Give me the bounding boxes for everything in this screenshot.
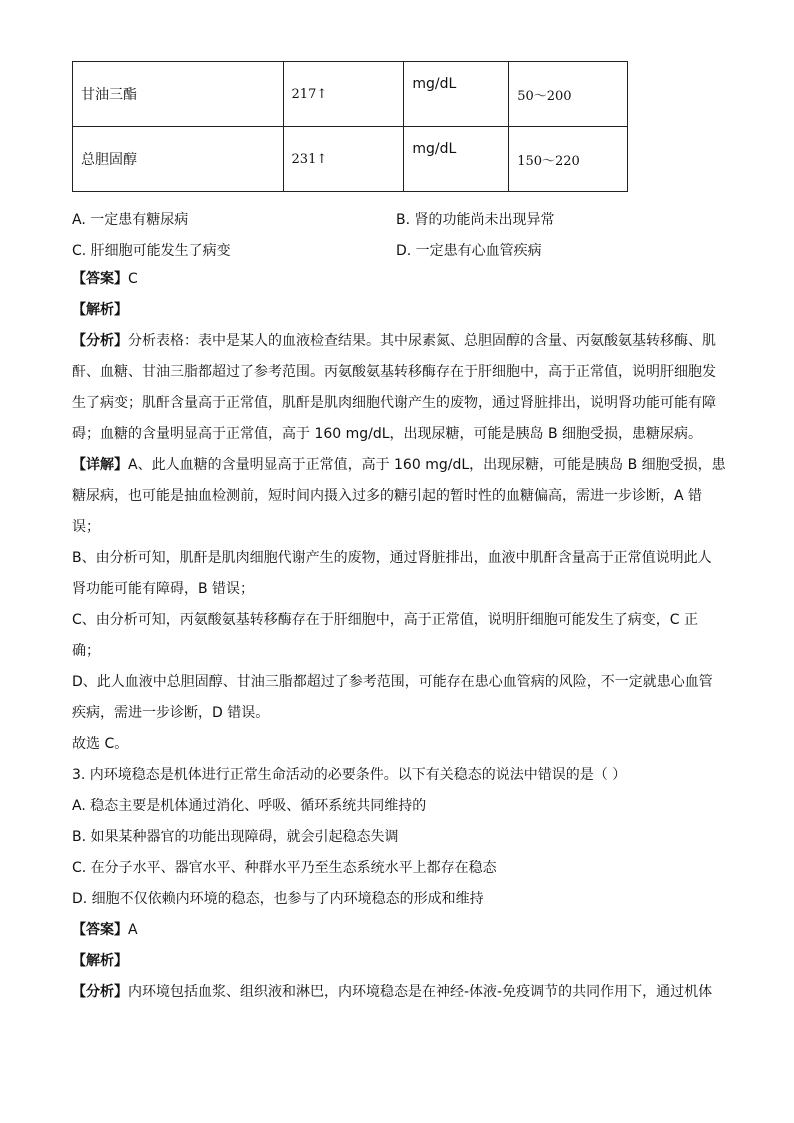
line-text: C、由分析可知，丙氨酸氨基转移酶存在于肝细胞中，高于正常值，说明肝细胞可能发生了病变，C 正 xyxy=(72,612,698,628)
test-value: 231↑ xyxy=(283,127,404,192)
line-text: 酐、血糖、甘油三脂都超过了参考范围。丙氨酸氨基转移酶存在于肝细胞中，高于正常值，说明肝细胞发 xyxy=(72,364,716,380)
line-text: 故选 C。 xyxy=(72,736,129,752)
solution-body xyxy=(72,264,726,1008)
answer-tag: 【答案】 xyxy=(72,922,128,938)
text-line xyxy=(72,388,722,419)
test-unit: mg/dL xyxy=(404,127,509,192)
line-text: 生了病变；肌酐含量高于正常值，肌酐是肌肉细胞代谢产生的废物，通过肾脏排出，说明肾功能可能有障 xyxy=(72,395,716,411)
text-line xyxy=(72,450,726,481)
line-text: 糖尿病，也可能是抽血检测前，短时间内摄入过多的糖引起的暂时性的血糖偏高，需进一步诊断，A 错 xyxy=(72,488,703,504)
test-name: 总胆固醇 xyxy=(73,127,284,192)
q3-option-b: B. 如果某种器官的功能出现障碍，就会引起稳态失调 xyxy=(72,829,399,845)
q3-option-a: A. 稳态主要是机体通过消化、呼吸、循环系统共同维持的 xyxy=(72,798,427,814)
analysis-heading xyxy=(72,946,722,977)
option-a: A. 一定患有糖尿病 xyxy=(72,211,189,228)
option-b: B. 肾的功能尚未出现异常 xyxy=(396,211,555,228)
test-value: 217↑ xyxy=(283,62,404,127)
line-text: 分析表格：表中是某人的血液检查结果。其中尿素氮、总胆固醇的含量、丙氨酸氨基转移酶、肌 xyxy=(128,333,716,349)
answer-line xyxy=(72,915,722,946)
line-text: 疾病，需进一步诊断，D 错误。 xyxy=(72,705,270,721)
test-range: 50～200 xyxy=(509,62,628,127)
line-text: 肾功能可能有障碍，B 错误； xyxy=(72,581,255,597)
line-text: 确； xyxy=(72,643,100,659)
line-text: 误； xyxy=(72,519,100,535)
line-text: 碍；血糖的含量明显高于正常值，高于 160 mg/dL，出现尿糖，可能是胰岛 B 细胞受损，患糖尿病。 xyxy=(72,426,703,442)
test-unit: mg/dL xyxy=(404,62,509,127)
q2-options xyxy=(72,203,732,265)
answer-value: C xyxy=(128,271,138,287)
section-tag: 【分析】 xyxy=(72,333,128,349)
line-text: A、此人血糖的含量明显高于正常值，高于 160 mg/dL，出现尿糖，可能是胰岛 B 细胞受损，患 xyxy=(128,457,726,473)
text-line xyxy=(72,419,722,450)
text-line xyxy=(72,698,722,729)
option-d: D. 一定患有心血管疾病 xyxy=(396,242,542,259)
text-line xyxy=(72,667,722,698)
q3-option-c: C. 在分子水平、器官水平、种群水平乃至生态系统水平上都存在稳态 xyxy=(72,860,497,876)
analysis-tag: 【解析】 xyxy=(72,302,128,318)
line-text: 内环境包括血浆、组织液和淋巴，内环境稳态是在神经-体液-免疫调节的共同作用下，通过机体 xyxy=(128,984,713,1000)
text-line xyxy=(72,729,722,760)
section-tag: 【分析】 xyxy=(72,984,128,1000)
text-line xyxy=(72,481,722,512)
answer-tag: 【答案】 xyxy=(72,271,128,287)
table-row xyxy=(73,62,628,127)
options-row xyxy=(72,203,732,234)
analysis-tag: 【解析】 xyxy=(72,953,128,969)
test-name: 甘油三酯 xyxy=(73,62,284,127)
answer-line xyxy=(72,264,722,295)
question-stem: 3. 内环境稳态是机体进行正常生命活动的必要条件。以下有关稳态的说法中错误的是（ ） xyxy=(72,767,627,783)
text-line xyxy=(72,977,722,1008)
text-line xyxy=(72,636,722,667)
answer-value: A xyxy=(128,922,138,938)
q3-option-d: D. 细胞不仅依赖内环境的稳态，也参与了内环境稳态的形成和维持 xyxy=(72,891,484,907)
analysis-heading xyxy=(72,295,722,326)
line-text: D、此人血液中总胆固醇、甘油三脂都超过了参考范围，可能存在患心血管病的风险，不一定就患心血管 xyxy=(72,674,713,690)
option-c: C. 肝细胞可能发生了病变 xyxy=(72,242,231,259)
section-tag: 【详解】 xyxy=(72,457,128,473)
options-row xyxy=(72,234,732,265)
text-line xyxy=(72,512,722,543)
blood-test-table xyxy=(72,61,628,192)
text-line xyxy=(72,543,722,574)
text-line xyxy=(72,605,722,636)
text-line xyxy=(72,574,722,605)
text-line xyxy=(72,357,722,388)
table-row xyxy=(73,127,628,192)
line-text: B、由分析可知，肌酐是肌肉细胞代谢产生的废物，通过肾脏排出，血液中肌酐含量高于正常值说明此人 xyxy=(72,550,712,566)
text-line xyxy=(72,326,722,357)
test-range: 150～220 xyxy=(509,127,628,192)
